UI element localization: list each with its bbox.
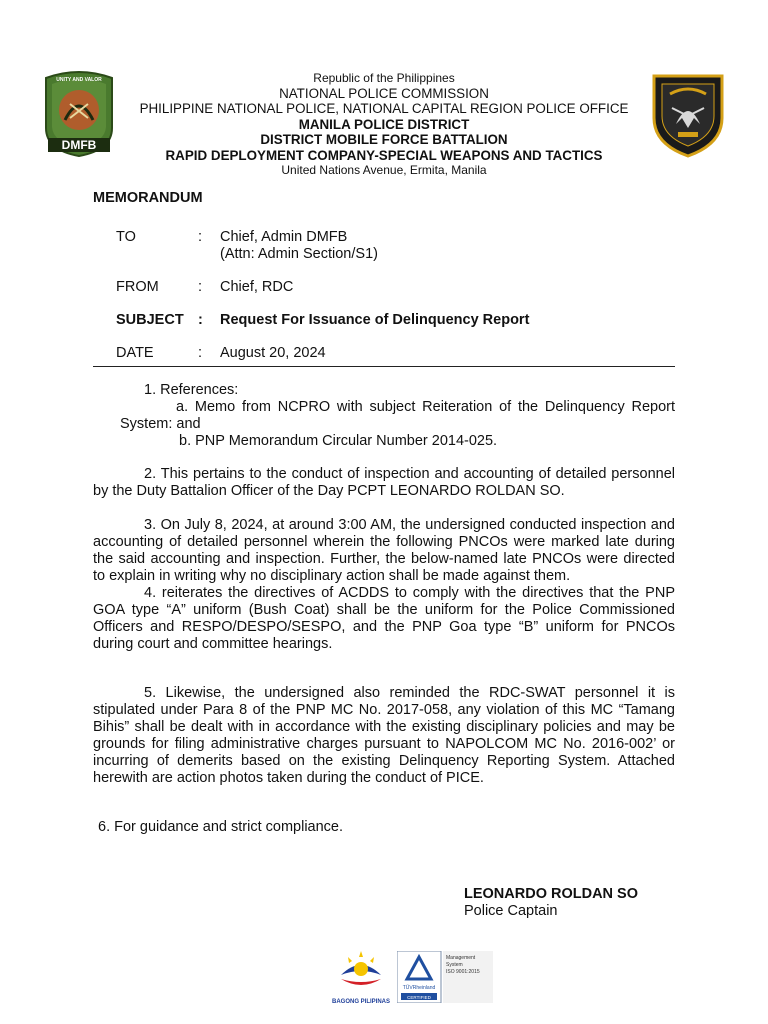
dmfb-abbr: DMFB: [61, 138, 97, 152]
paragraph-3: [93, 517, 675, 653]
signatory-name: LEONARDO ROLDAN SO: [464, 886, 638, 902]
tuv-certified: CERTIFIED: [407, 995, 431, 1000]
signatory-rank: Police Captain: [464, 903, 558, 919]
references-intro: 1. References:: [144, 382, 239, 398]
tuv-iso-certification-icon: [397, 951, 493, 1003]
date-value: August 20, 2024: [220, 345, 326, 361]
subject-label: SUBJECT: [116, 312, 184, 328]
bagong-pilipinas-icon: [330, 945, 392, 1007]
paragraph-5: [93, 685, 675, 787]
letterhead-dmfb: DISTRICT MOBILE FORCE BATTALION: [260, 132, 508, 148]
memo-title: MEMORANDUM: [93, 190, 203, 206]
letterhead-rdc-swat: RAPID DEPLOYMENT COMPANY-SPECIAL WEAPONS AND TACTICS: [165, 147, 603, 163]
header-divider: [93, 366, 675, 367]
tuv-caption: TÜVRheinland: [402, 985, 436, 991]
letterhead-address: United Nations Avenue, Ermita, Manila: [281, 163, 487, 178]
letterhead-mpd: MANILA POLICE DISTRICT: [298, 116, 470, 132]
signature-block: [464, 886, 638, 920]
to-label: TO: [116, 229, 136, 245]
paragraph-6: [98, 819, 680, 836]
bagong-pilipinas-caption: BAGONG PILIPINAS: [331, 999, 391, 1005]
letterhead-pnp-ncrpo: PHILIPPINE NATIONAL POLICE, NATIONAL CAPITAL REGION POLICE OFFICE: [139, 101, 629, 117]
dmfb-motto: UNITY AND VALOR: [56, 77, 102, 83]
from-value: Chief, RDC: [220, 279, 294, 295]
paragraph-2: [93, 466, 675, 500]
to-attn-value: (Attn: Admin Section/S1): [220, 246, 378, 262]
date-label: DATE: [116, 345, 154, 361]
date-colon: :: [198, 345, 203, 361]
letterhead: [100, 71, 668, 178]
paragraph-5-text: 5. Likewise, the undersigned also reminded the RDC-SWAT personnel it is stipulated under Para 8 of the PNP MC No. 2017-058, any violation of this MC “Tamang Bihis” shall be dealt with in accordance with the existing disciplinary policies and may be grounds for filing administrative charges pursuant to NAPOLCOM MC No. 2016-002’ or incurring of demerits based on the existing Delinquency Reporting System. Attached herewith are action photos taken during the conduct of PICE.: [93, 685, 675, 786]
from-colon: :: [198, 279, 203, 295]
from-label: FROM: [116, 279, 159, 295]
tuv-text-2: System: [446, 962, 463, 968]
letterhead-napolcom: NATIONAL POLICE COMMISSION: [279, 86, 489, 101]
paragraph-6-text: 6. For guidance and strict compliance.: [98, 819, 344, 835]
paragraph-2-text: 2. This pertains to the conduct of inspection and accounting of detailed personnel by the Duty Battalion Officer of the Day PCPT LEONARDO ROLDAN SO.: [93, 466, 675, 499]
tuv-text-3: ISO 9001:2015: [446, 969, 480, 975]
subject-colon: :: [198, 312, 203, 328]
letterhead-republic: Republic of the Philippines: [313, 71, 455, 85]
paragraph-4-text: 4. reiterates the directives of ACDDS to comply with the directives that the PNP GOA type “A” uniform (Bush Coat) shall be the uniform for the Police Commissioned Officers and RESPO/DESPO/SESPO, and the PNP Goa type “B” uniform for PNCOs during court and committee hearings.: [93, 585, 675, 652]
paragraph-references: [93, 382, 675, 450]
to-colon: :: [198, 229, 203, 245]
reference-a: a. Memo from NCPRO with subject Reiteration of the Delinquency Report System: and: [120, 399, 675, 432]
paragraph-3-text: 3. On July 8, 2024, at around 3:00 AM, the undersigned conducted inspection and accounting of detailed personnel wherein the following PNCOs were marked late during the said accounting and inspection. Further, the below-named late PNCOs were directed to explain in writing why no disciplinary action shall be made against them.: [93, 517, 675, 584]
tuv-text-1: Management: [446, 955, 476, 961]
footer-logos: [330, 945, 496, 1007]
to-value: Chief, Admin DMFB: [220, 229, 348, 245]
subject-value: Request For Issuance of Delinquency Report: [220, 312, 530, 328]
reference-b: b. PNP Memorandum Circular Number 2014-025.: [179, 433, 498, 449]
